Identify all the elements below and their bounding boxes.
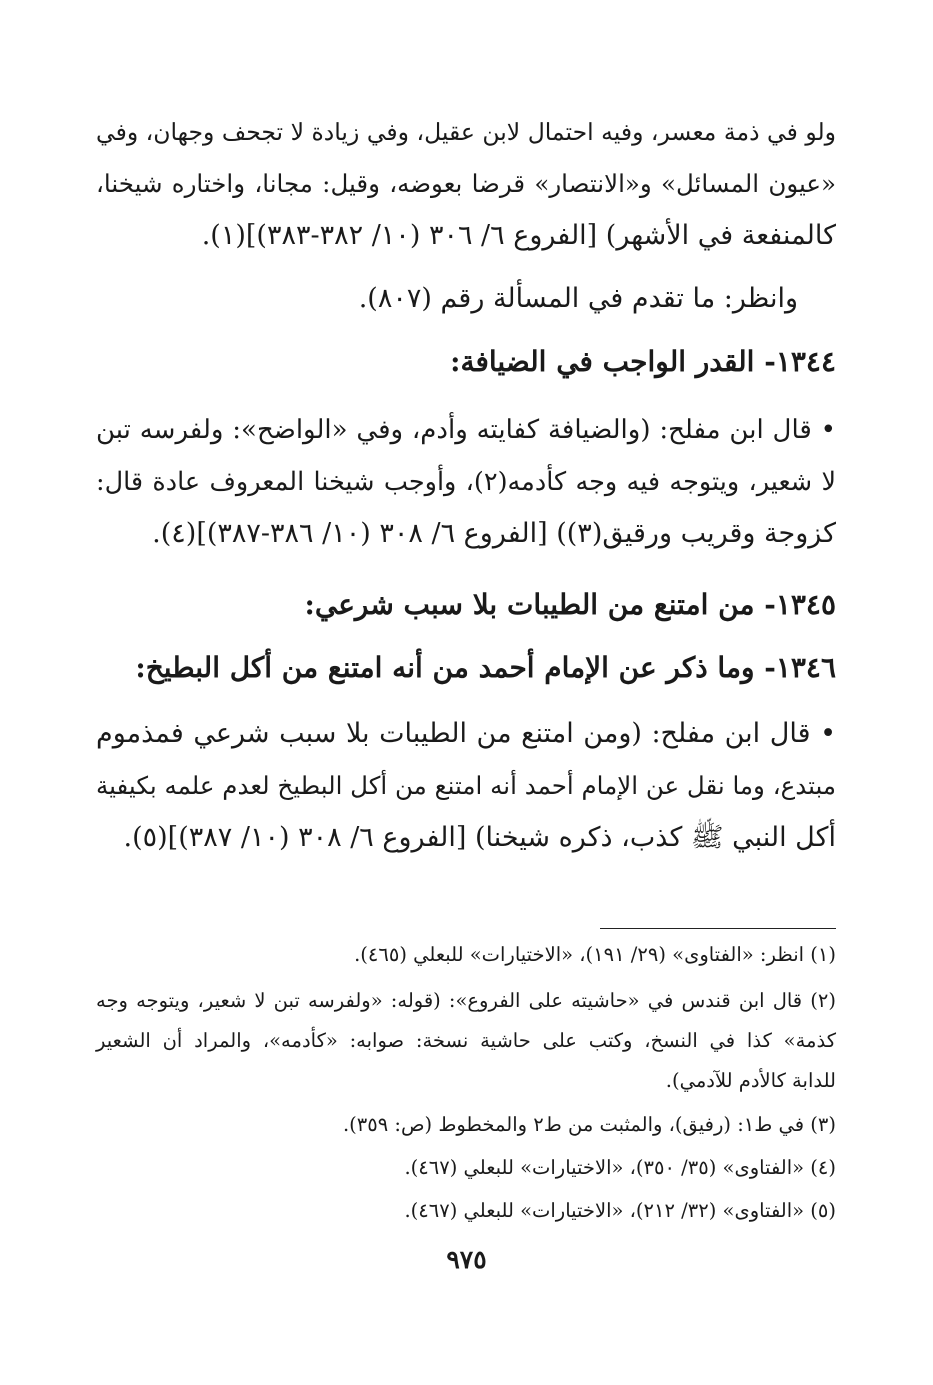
footnote-separator	[600, 928, 836, 929]
section-heading-1344: ١٣٤٤- القدر الواجب في الضيافة:	[450, 345, 836, 378]
paragraph-3-line-3: أكل النبي ﷺ كذب، ذكره شيخنا) [الفروع ٦/ ٣٠٨ (١٠/ ٣٨٧)](٥).	[123, 822, 836, 853]
paragraph-1-line-1: ولو في ذمة معسر، وفيه احتمال لابن عقيل، وفي زيادة لا تجحف وجهان، وفي	[96, 118, 836, 146]
paragraph-1-line-2: «عيون المسائل» و«الانتصار» قرضا بعوضه، وقيل: مجانا، واختاره شيخنا،	[96, 169, 836, 198]
paragraph-1-line-3: كالمنفعة في الأشهر) [الفروع ٦/ ٣٠٦ (١٠/ ٣٨٢-٣٨٣)](١).	[201, 220, 836, 251]
footnote-1: (١) انظر: «الفتاوى» (٢٩/ ١٩١)، «الاختيارات» للبعلي (٤٦٥).	[354, 943, 836, 966]
section-heading-1346: ١٣٤٦- وما ذكر عن الإمام أحمد من أنه امتنع من أكل البطيخ:	[135, 651, 836, 684]
footnote-4: (٤) «الفتاوى» (٣٥/ ٣٥٠)، «الاختيارات» للبعلي (٤٦٧).	[404, 1156, 836, 1179]
paragraph-3-line-1: • قال ابن مفلح: (ومن امتنع من الطيبات بلا سبب شرعي فمذموم	[96, 718, 836, 749]
page-number: ٩٧٥	[446, 1245, 487, 1274]
paragraph-3-line-2: مبتدع، وما نقل عن الإمام أحمد أنه امتنع من أكل البطيخ لعدم علمه بكيفية	[96, 771, 836, 800]
footnote-2-line-1: (٢) قال ابن قندس في «حاشيته على الفروع»: (قوله: «ولفرسه تبن لا شعير، ويتوجه وجه	[96, 989, 836, 1012]
paragraph-2-line-3: كزوجة وقريب ورقيق(٣)) [الفروع ٦/ ٣٠٨ (١٠/ ٣٨٦-٣٨٧)](٤).	[152, 518, 836, 549]
paragraph-2-line-2: لا شعير، ويتوجه فيه وجه كأدمه(٢)، وأوجب شيخنا المعروف عادة قال:	[96, 467, 837, 497]
section-heading-1345: ١٣٤٥- من امتنع من الطيبات بلا سبب شرعي:	[304, 588, 836, 621]
footnote-2-line-3: للدابة كالأدم للآدمي).	[665, 1069, 836, 1092]
footnote-5: (٥) «الفتاوى» (٣٢/ ٢١٢)، «الاختيارات» للبعلي (٤٦٧).	[404, 1199, 836, 1222]
footnote-3: (٣) في ط١: (رفيق)، والمثبت من ط٢ والمخطوط (ص: ٣٥٩).	[342, 1113, 836, 1136]
footnote-2-line-2: كذمة» كذا في النسخ، وكتب على حاشية نسخة: صوابه: «كأدمه»، والمراد أن الشعير	[96, 1029, 836, 1052]
cross-reference-note: وانظر: ما تقدم في المسألة رقم (٨٠٧).	[358, 283, 798, 314]
paragraph-2-line-1: • قال ابن مفلح: (والضيافة كفايته وأدم، وفي «الواضح»: ولفرسه تبن	[96, 415, 836, 445]
